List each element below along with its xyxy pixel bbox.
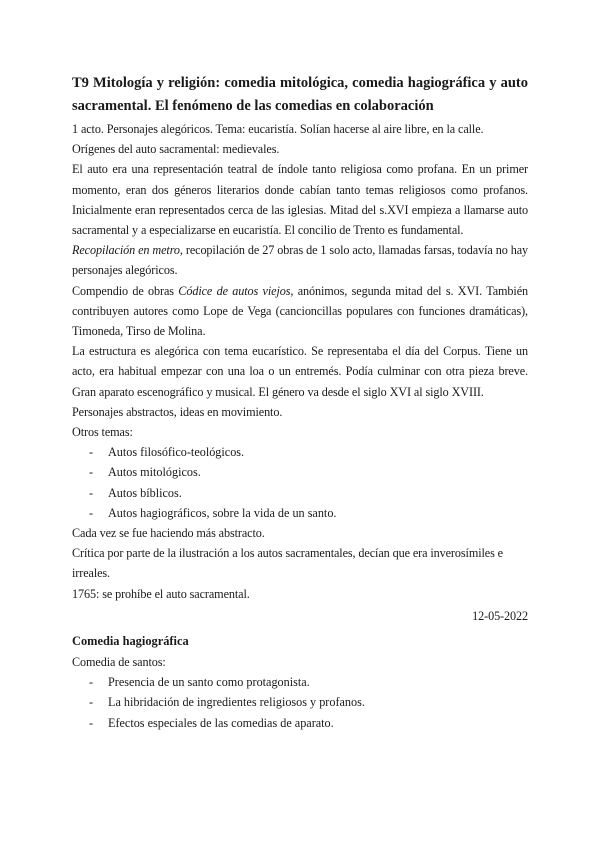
dash-bullet: -	[89, 695, 94, 710]
list-otros-temas	[72, 442, 528, 523]
paragraph-otros-temas: Otros temas:	[72, 425, 133, 440]
italic-work-title: Recopilación en metro	[72, 243, 180, 258]
paragraph-acto: 1 acto. Personajes alegóricos. Tema: eucaristía. Solían hacerse al aire libre, en la calle.	[72, 122, 484, 136]
document-body	[72, 72, 528, 733]
paragraph-abstracto: Cada vez se fue haciendo más abstracto.	[72, 526, 265, 541]
paragraph-text: Compendio de obras	[72, 283, 179, 298]
list-item: - Autos bíblicos.	[72, 483, 528, 503]
date-label: 12-05-2022	[472, 608, 528, 623]
list-item: - Efectos especiales de las comedias de aparato.	[72, 713, 528, 733]
list-item: - Autos filosófico-teológicos.	[72, 442, 528, 462]
document-title: T9 Mitología y religión: comedia mitológica, comedia hagiográfica y auto sacramental. El fenómeno de las comedias en colaboración	[72, 75, 528, 114]
list-item: - La hibridación de ingredientes religiosos y profanos.	[72, 692, 528, 712]
dash-bullet: -	[89, 715, 94, 730]
paragraph-recopilacion	[72, 240, 528, 280]
paragraph-compendio	[72, 281, 528, 342]
dash-bullet: -	[89, 675, 94, 690]
list-item: - Presencia de un santo como protagonista.	[72, 672, 528, 692]
list-item: - Autos mitológicos.	[72, 462, 528, 482]
list-item: - Autos hagiográficos, sobre la vida de un santo.	[72, 503, 528, 523]
paragraph-prohibicion: 1765: se prohíbe el auto sacramental.	[72, 586, 250, 601]
section-heading: Comedia hagiográfica	[72, 634, 189, 649]
dash-bullet: -	[89, 485, 94, 500]
paragraph-estructura: La estructura es alegórica con tema eucarístico. Se representaba el día del Corpus. Tiene un acto, era habitual empezar con una loa o un entremés. Podía culminar con otra pieza breve. Gran aparato escenográfico y musical. El género va desde el siglo XVI al siglo XVIII.	[72, 344, 528, 399]
paragraph-comedia-santos: Comedia de santos:	[72, 655, 166, 670]
dash-bullet: -	[89, 505, 94, 520]
paragraph-origenes: Orígenes del auto sacramental: medievales.	[72, 142, 280, 157]
paragraph-auto-history: El auto era una representación teatral de índole tanto religiosa como profana. En un primer momento, eran dos géneros literarios donde cabían tanto temas religiosos como profanos. Inicialmente eran representados cerca de las iglesias. Mitad del s.XVI empieza a llamarse auto sacramental y a especializarse en eucaristía. El concilio de Trento es fundamental.	[72, 162, 528, 238]
paragraph-text: , recopilación de 27 obras de 1 solo acto, llamadas farsas, todavía no hay personajes alegóricos.	[72, 243, 528, 278]
dash-bullet: -	[89, 445, 94, 460]
list-comedia-santos	[72, 672, 528, 733]
paragraph-personajes: Personajes abstractos, ideas en movimiento.	[72, 404, 283, 419]
italic-work-title: Códice de autos viejos	[178, 283, 291, 298]
paragraph-text: , anónimos, segunda mitad del s. XVI. También contribuyen autores como Lope de Vega (cancioncillas populares con funciones dramáticas), Timoneda, Tirso de Molina.	[72, 283, 529, 339]
paragraph-critica: Crítica por parte de la ilustración a los autos sacramentales, decían que era inverosímiles e irreales.	[72, 546, 503, 581]
dash-bullet: -	[89, 465, 94, 480]
